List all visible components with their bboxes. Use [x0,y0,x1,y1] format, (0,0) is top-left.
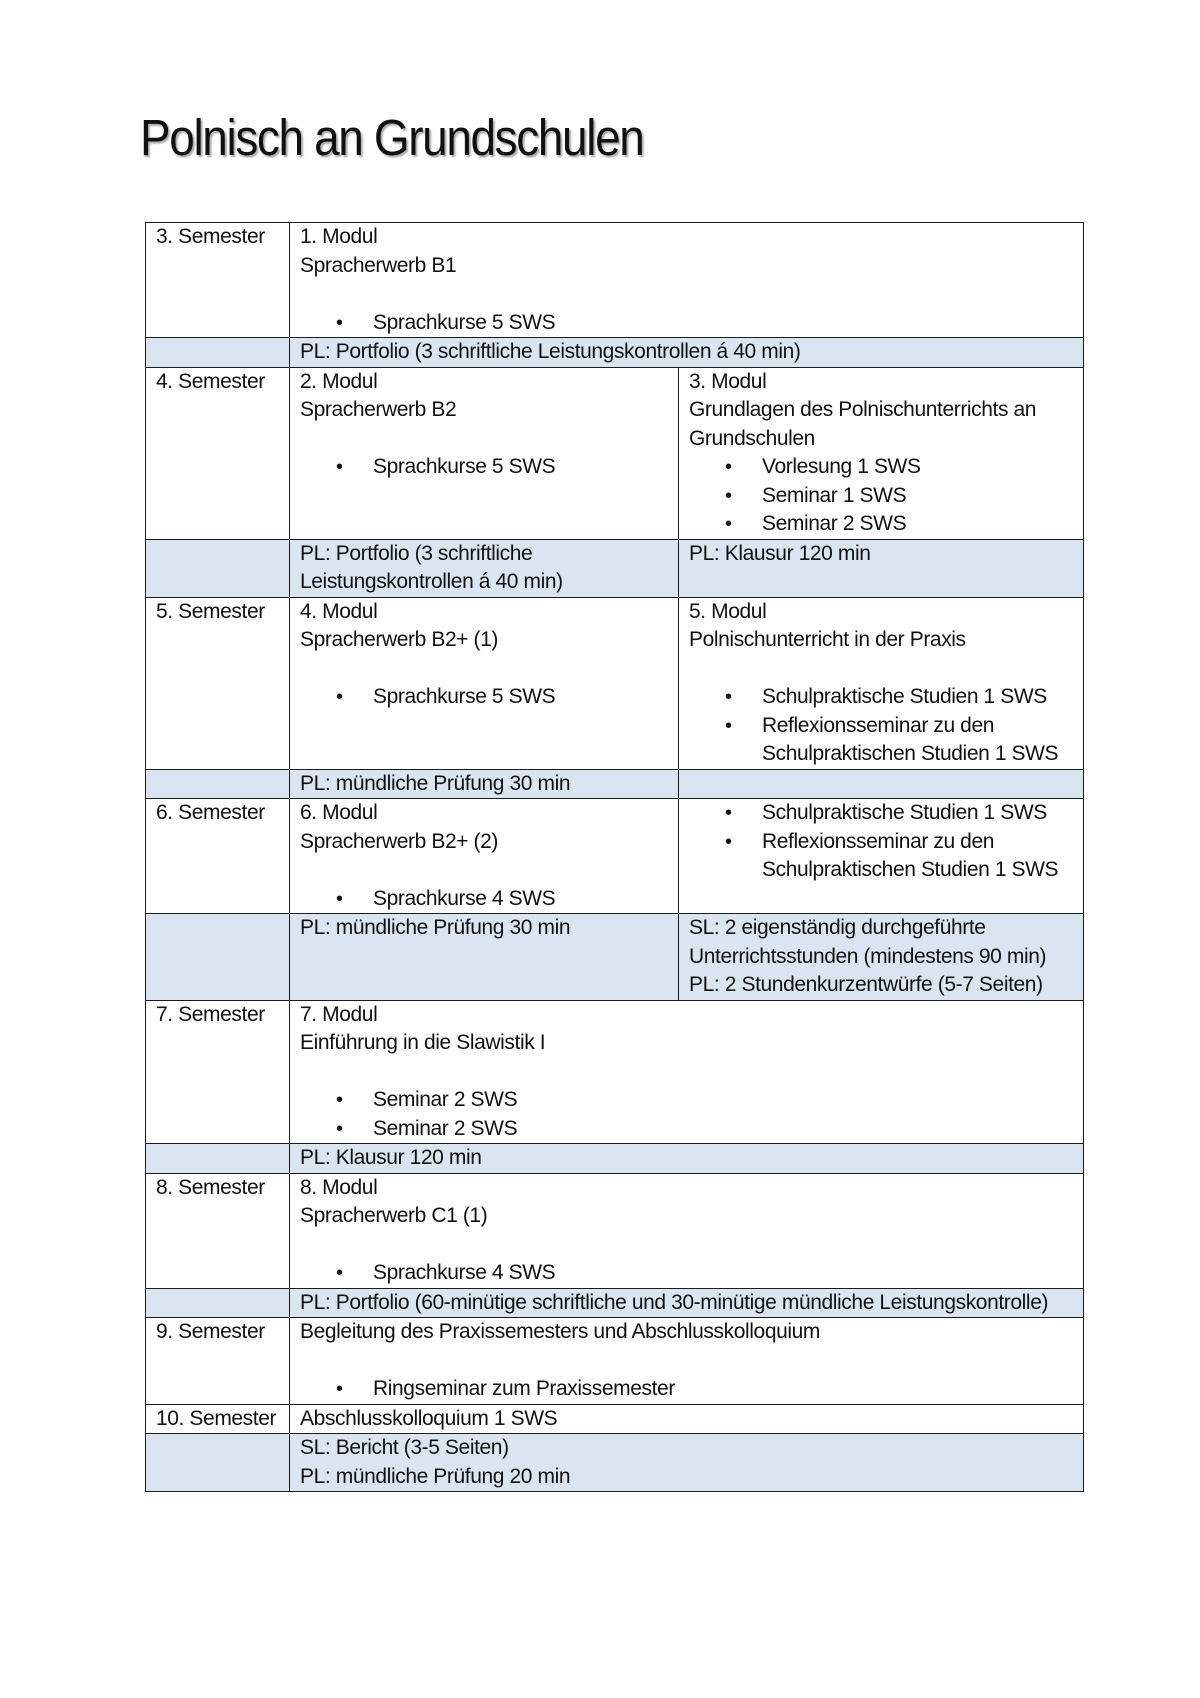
module-cell [290,223,1084,338]
list-item: • Seminar 2 SWS [689,510,1075,539]
module-cell [290,367,679,539]
list-item: • Reflexionsseminar zu den Schulpraktischen Studien 1 SWS [689,712,1075,769]
module-number: 4. Modul [300,599,378,623]
module-name: Spracherwerb C1 (1) [300,1204,488,1227]
semester-label: 4. Semester [146,367,290,539]
exam-cell: PL: mündliche Prüfung 30 min [290,914,679,1001]
exam-cell: PL: Klausur 120 min [290,1144,1084,1174]
module-name: Einführung in die Slawistik I [300,1031,546,1054]
list-item: • Seminar 2 SWS [300,1115,1075,1144]
table-row [146,1404,1084,1434]
list-item: • Sprachkurse 5 SWS [300,309,1075,338]
list-item: • Seminar 2 SWS [300,1086,1075,1115]
semester-label: 5. Semester [146,597,290,769]
module-number: 2. Modul [300,369,378,393]
semester-label: 3. Semester [146,223,290,338]
table-row [146,338,1084,368]
table-row [146,223,1084,338]
exam-cell: PL: Klausur 120 min [679,539,1084,597]
module-cell: Abschlusskolloquium 1 SWS [290,1404,1084,1434]
module-name: Spracherwerb B2+ (2) [300,829,499,853]
module-number: 3. Modul [689,369,767,393]
list-item: • Seminar 1 SWS [689,482,1075,511]
list-item: • Vorlesung 1 SWS [689,453,1075,482]
exam-cell [679,769,1084,799]
table-row [146,539,1084,597]
module-name: Spracherwerb B2+ (1) [300,628,499,651]
study-plan-table [145,222,1084,1492]
semester-label: 6. Semester [146,799,290,914]
table-row [146,1000,1084,1144]
module-name: Grundschulen [689,426,815,450]
module-name: Spracherwerb B1 [300,253,457,277]
table-row [146,367,1084,539]
exam-cell: PL: mündliche Prüfung 30 min [290,769,679,799]
exam-cell: SL: Bericht (3-5 Seiten) PL: mündliche Prüfung 20 min [290,1434,1084,1492]
exam-cell: PL: Portfolio (3 schriftliche Leistungskontrollen á 40 min) [290,338,1084,368]
module-cell [290,1173,1084,1288]
list-item: • Sprachkurse 5 SWS [300,453,670,482]
module-cell [290,1318,1084,1405]
table-row [146,769,1084,799]
table-row [146,914,1084,1001]
list-item: • Ringseminar zum Praxissemester [300,1375,1075,1404]
module-cell [679,597,1084,769]
semester-label: 10. Semester [146,1404,290,1434]
module-number: 7. Modul [300,1002,378,1026]
semester-label: 8. Semester [146,1173,290,1288]
table-row [146,799,1084,914]
page-title: Polnisch an Grundschulen [140,109,644,166]
module-name: Grundlagen des Polnischunterrichts an [689,398,1037,421]
module-cell [679,367,1084,539]
module-number: 1. Modul [300,225,378,248]
module-cell [679,799,1084,914]
table-row [146,597,1084,769]
table-row [146,1434,1084,1492]
table-row [146,1173,1084,1288]
list-item: • Reflexionsseminar zu den Schulpraktischen Studien 1 SWS [689,828,1075,885]
list-item: • Schulpraktische Studien 1 SWS [689,683,1075,712]
exam-cell: SL: 2 eigenständig durchgeführte Unterrichtsstunden (mindestens 90 min) PL: 2 Stundenkurzentwürfe (5-7 Seiten) [679,914,1084,1001]
exam-cell: PL: Portfolio (60-minütige schriftliche und 30-minütige mündliche Leistungskontrolle) [290,1288,1084,1318]
exam-cell: PL: Portfolio (3 schriftliche Leistungskontrollen á 40 min) [290,539,679,597]
module-cell [290,1000,1084,1144]
table-row [146,1288,1084,1318]
semester-label: 9. Semester [146,1318,290,1405]
module-number: 8. Modul [300,1175,378,1199]
module-number: 5. Modul [689,599,767,623]
table-row [146,1318,1084,1405]
list-item: • Sprachkurse 4 SWS [300,885,670,914]
module-name: Polnischunterricht in der Praxis [689,628,966,651]
module-number: 6. Modul [300,801,378,824]
table-row [146,1144,1084,1174]
module-name: Begleitung des Praxissemesters und Abschlusskolloquium [300,1320,821,1343]
semester-label: 7. Semester [146,1000,290,1144]
list-item: • Sprachkurse 4 SWS [300,1259,1075,1288]
module-cell [290,799,679,914]
module-cell [290,597,679,769]
module-name: Spracherwerb B2 [300,398,457,421]
list-item: • Schulpraktische Studien 1 SWS [689,799,1075,828]
list-item: • Sprachkurse 5 SWS [300,683,670,712]
